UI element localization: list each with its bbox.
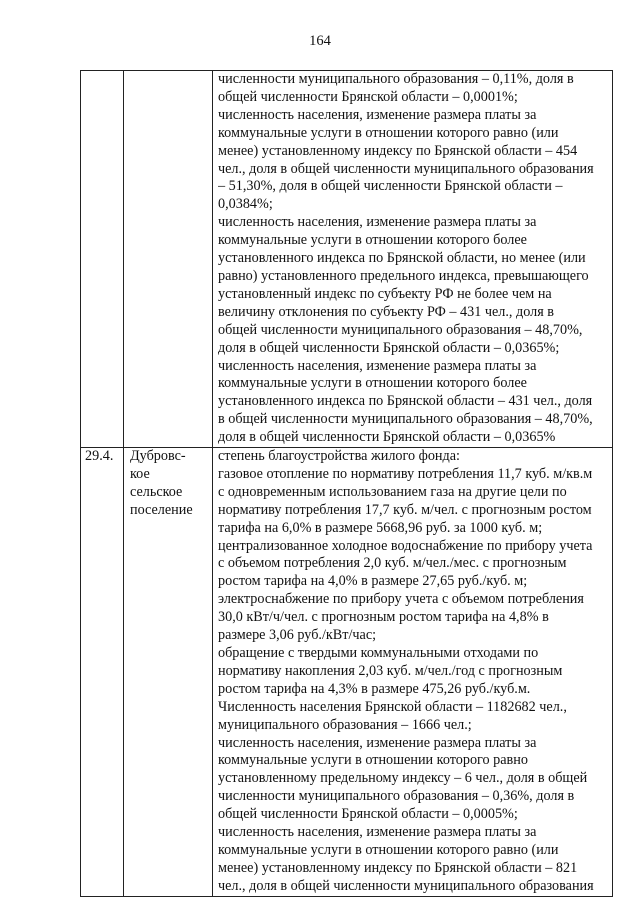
row-number-cell: 29.4. bbox=[81, 448, 124, 897]
description-cell bbox=[213, 448, 613, 897]
text-line: ростом тарифа на 4,0% в размере 27,65 руб./куб. м; bbox=[218, 573, 528, 590]
text-line: обращение с твердыми коммунальными отходами по bbox=[218, 645, 539, 661]
municipality-name-cell bbox=[124, 71, 213, 448]
text-line: размере 3,06 руб./кВт/час; bbox=[218, 627, 377, 644]
text-line: централизованное холодное водоснабжение по прибору учета bbox=[218, 537, 593, 554]
text-line: численность населения, изменение размера платы за bbox=[218, 106, 537, 123]
text-line: 0,0384%; bbox=[218, 196, 273, 213]
text-line: с объемом потребления 2,0 куб. м/чел./мес. с прогнозным bbox=[218, 555, 567, 572]
table-row bbox=[81, 71, 613, 448]
text-line: численность населения, изменение размера платы за bbox=[218, 734, 537, 751]
text-line: общей численности Брянской области – 0,0001%; bbox=[218, 88, 518, 105]
text-line: – 51,30%, доля в общей численности Брянской области – bbox=[218, 178, 563, 195]
table-row bbox=[81, 448, 613, 897]
municipality-name-line: поселение bbox=[130, 501, 193, 518]
text-line: коммунальные услуги в отношении которого равно bbox=[218, 752, 528, 769]
text-line: установленного индекса по Брянской области – 431 чел., доля bbox=[218, 393, 593, 410]
text-line: численность населения, изменение размера платы за bbox=[218, 214, 537, 231]
document-table bbox=[80, 70, 613, 897]
text-line: нормативу накопления 2,03 куб. м/чел./год с прогнозным bbox=[218, 662, 563, 679]
text-line: установленного индекса по Брянской области, но менее (или bbox=[218, 250, 586, 267]
text-line: чел., доля в общей численности муниципального образования bbox=[218, 160, 594, 177]
text-line: менее) установленному индексу по Брянской области – 454 bbox=[218, 142, 578, 159]
page-number: 164 bbox=[309, 33, 331, 49]
municipality-name-line: Дубровс- bbox=[130, 448, 186, 465]
text-line: общей численности Брянской области – 0,0005%; bbox=[218, 806, 518, 823]
text-line: нормативу потребления 17,7 куб. м/чел. с прогнозным ростом bbox=[218, 501, 592, 518]
text-line: численности муниципального образования – 0,36%, доля в bbox=[218, 788, 575, 805]
text-line: чел., доля в общей численности муниципального образования bbox=[218, 877, 594, 894]
text-line: муниципального образования – 1666 чел.; bbox=[218, 716, 472, 733]
text-line: коммунальные услуги в отношении которого равно (или bbox=[218, 841, 559, 858]
municipality-name-line: кое bbox=[130, 465, 150, 482]
text-line: коммунальные услуги в отношении которого более bbox=[218, 375, 527, 392]
text-line: в общей численности муниципального образования – 48,70%, bbox=[218, 411, 593, 428]
text-line: установленному предельному индексу – 6 чел., доля в общей bbox=[218, 770, 588, 787]
municipality-name-cell bbox=[124, 448, 213, 897]
text-line: 30,0 кВт/ч/чел. с прогнозным ростом тарифа на 4,8% в bbox=[218, 609, 549, 626]
text-line: ростом тарифа на 4,3% в размере 475,26 руб./куб.м. bbox=[218, 680, 531, 697]
text-line: тарифа на 6,0% в размере 5668,96 руб. за 1000 куб. м; bbox=[218, 519, 543, 536]
municipality-name-line: сельское bbox=[130, 483, 183, 500]
text-line: электроснабжение по прибору учета с объемом потребления bbox=[218, 591, 584, 608]
text-line: установленный индекс по субъекту РФ не более чем на bbox=[218, 285, 552, 302]
text-line: численность населения, изменение размера платы за bbox=[218, 824, 537, 841]
text-line: с одновременным использованием газа на другие цели по bbox=[218, 483, 567, 500]
text-line: Численность населения Брянской области – 1182682 чел., bbox=[218, 698, 567, 715]
text-line: общей численности муниципального образования – 48,70%, bbox=[218, 321, 583, 338]
row-number-cell bbox=[81, 71, 124, 448]
text-line: коммунальные услуги в отношении которого равно (или bbox=[218, 124, 559, 141]
text-line: степень благоустройства жилого фонда: bbox=[218, 448, 460, 465]
text-line: численность населения, изменение размера платы за bbox=[218, 357, 537, 374]
text-line: доля в общей численности Брянской области – 0,0365% bbox=[218, 429, 556, 446]
text-line: равно) установленного предельного индекса, превышающего bbox=[218, 267, 589, 284]
text-line: величину отклонения по субъекту РФ – 431 чел., доля в bbox=[218, 303, 554, 320]
text-line: газовое отопление по нормативу потребления 11,7 куб. м/кв.м bbox=[218, 465, 593, 482]
text-line: численности муниципального образования – 0,11%, доля в bbox=[218, 71, 574, 87]
description-cell bbox=[213, 71, 613, 448]
text-line: коммунальные услуги в отношении которого более bbox=[218, 232, 527, 249]
text-line: менее) установленному индексу по Брянской области – 821 bbox=[218, 859, 578, 876]
text-line: доля в общей численности Брянской области – 0,0365%; bbox=[218, 339, 560, 356]
